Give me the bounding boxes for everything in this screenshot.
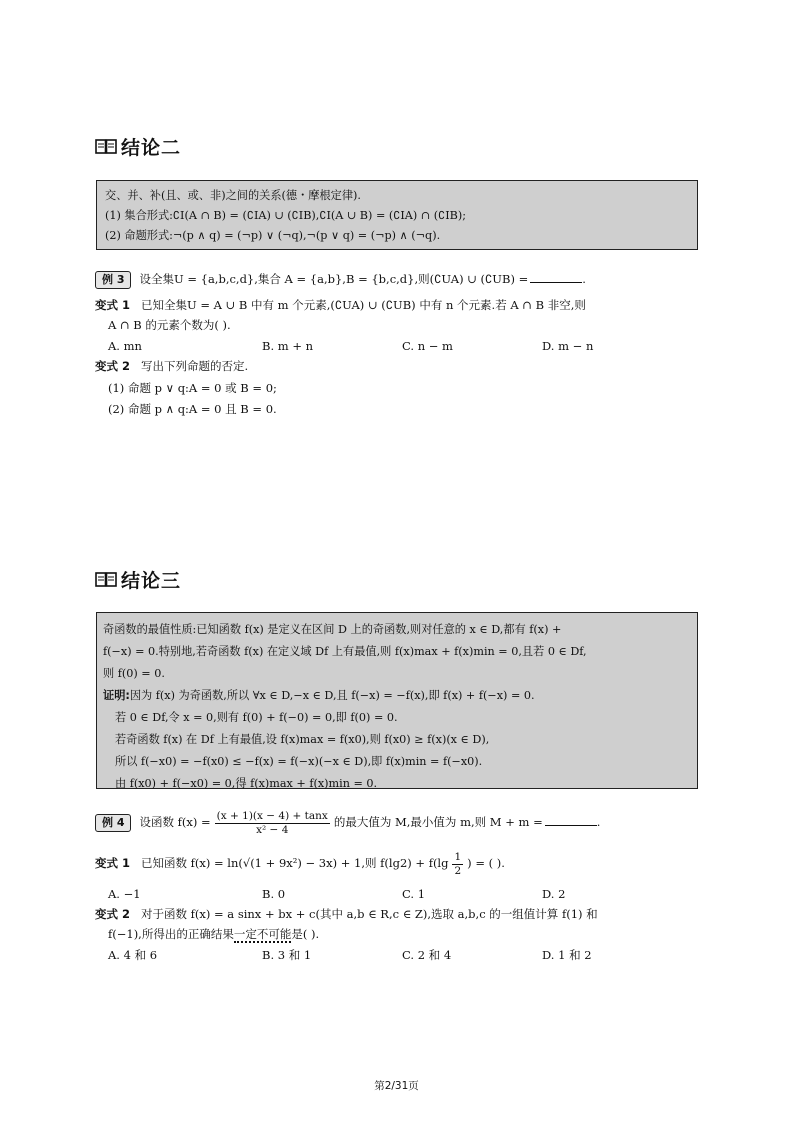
example-label: 例 4 — [95, 814, 131, 832]
proof-line: 所以 f(−x0) = −f(x0) ≤ −f(x) = f(−x)(−x ∈ D),即 f(x)min = f(−x0). — [115, 755, 483, 768]
variant-1 — [95, 848, 505, 878]
fraction — [215, 810, 330, 837]
option: B. 0 — [262, 887, 286, 901]
proof-line: 由 f(x0) + f(−x0) = 0,得 f(x)max + f(x)min = 0. — [115, 777, 378, 790]
variant-text: f(−1),所得出的正确结果 — [108, 927, 234, 941]
variant-2 — [95, 906, 598, 922]
punct: . — [582, 272, 586, 286]
option: B. m + n — [262, 339, 314, 353]
section-heading-2 — [95, 133, 181, 160]
example-3 — [95, 271, 586, 289]
example-label: 例 3 — [95, 271, 131, 289]
variant-label: 变式 2 — [95, 907, 131, 921]
variant-label: 变式 1 — [95, 856, 131, 870]
variant-1 — [95, 297, 586, 313]
numerator: 1 — [454, 850, 462, 863]
variant-1-cont: A ∩ B 的元素个数为( ). — [108, 318, 231, 332]
example-text: 设函数 f(x) = — [139, 815, 211, 829]
option: C. 1 — [402, 887, 426, 901]
box-line: (2) 命题形式:¬(p ∧ q) = (¬p) ∨ (¬q),¬(p ∨ q) = (¬p) ∧ (¬q). — [105, 229, 441, 242]
variant-text: ) = ( ). — [467, 856, 505, 870]
proof-text: 因为 f(x) 为奇函数,所以 ∀x ∈ D,−x ∈ D,且 f(−x) = −f(x),即 f(x) + f(−x) = 0. — [129, 689, 535, 702]
variant-text: 已知全集U = A ∪ B 中有 m 个元素,(∁UA) ∪ (∁UB) 中有 n 个元素.若 A ∩ B 非空,则 — [140, 298, 586, 312]
punct: . — [596, 815, 601, 829]
box-line: 交、并、补(且、或、非)之间的关系(德・摩根定律). — [105, 189, 361, 202]
answer-blank[interactable] — [545, 814, 597, 826]
answer-blank[interactable] — [530, 271, 582, 283]
option: D. m − n — [542, 339, 594, 353]
proof-line: 若奇函数 f(x) 在 Df 上有最值,设 f(x)max = f(x0),则 f(x0) ≥ f(x)(x ∈ D), — [115, 733, 490, 746]
example-4 — [95, 807, 600, 837]
option: D. 1 和 2 — [542, 948, 592, 962]
variant-text: 已知函数 f(x) = ln(√(1 + 9x²) − 3x) + 1,则 f(lg2) + f(lg — [140, 856, 449, 870]
page-number: 第2/31页 — [374, 1080, 419, 1092]
open-book-icon — [95, 139, 117, 155]
conclusion-box-3 — [96, 612, 698, 789]
variant-label: 变式 1 — [95, 298, 131, 312]
option: D. 2 — [542, 887, 566, 901]
heading-text: 结论三 — [121, 570, 182, 592]
box-line: 则 f(0) = 0. — [103, 667, 165, 680]
list-item: (1) 命题 p ∨ q:A = 0 或 B = 0; — [108, 381, 277, 395]
conclusion-box-2 — [96, 180, 698, 250]
section-heading-3 — [95, 566, 181, 593]
numerator: (x + 1)(x − 4) + tanx — [216, 809, 328, 822]
option: A. 4 和 6 — [108, 948, 158, 962]
example-text: 设全集U = {a,b,c,d},集合 A = {a,b},B = {b,c,d},则(∁UA) ∪ (∁UB) = — [139, 272, 529, 286]
variant-label: 变式 2 — [95, 359, 131, 373]
emphasis-text: 一定不可能 — [233, 927, 292, 941]
heading-text: 结论二 — [121, 137, 182, 159]
list-item: (2) 命题 p ∧ q:A = 0 且 B = 0. — [108, 402, 277, 416]
option: A. mn — [108, 339, 142, 353]
example-text: 的最大值为 M,最小值为 m,则 M + m = — [333, 815, 543, 829]
proof-label: 证明: — [103, 689, 130, 702]
proof-first-line — [103, 685, 691, 707]
denominator: x² − 4 — [256, 823, 289, 836]
option: C. 2 和 4 — [402, 948, 452, 962]
open-book-icon — [95, 572, 117, 588]
variant-text: 是( ). — [291, 927, 320, 941]
box-line: 奇函数的最值性质:已知函数 f(x) 是定义在区间 D 上的奇函数,则对任意的 x ∈ D,都有 f(x) + — [103, 623, 562, 636]
option: C. n − m — [402, 339, 453, 353]
denominator: 2 — [454, 864, 462, 877]
fraction — [452, 851, 463, 878]
box-line: (1) 集合形式:∁I(A ∩ B) = (∁IA) ∪ (∁IB),∁I(A ∪ B) = (∁IA) ∩ (∁IB); — [105, 209, 466, 222]
variant-text: 对于函数 f(x) = a sinx + bx + c(其中 a,b ∈ R,c ∈ Z),选取 a,b,c 的一组值计算 f(1) 和 — [140, 907, 598, 921]
proof-line: 若 0 ∈ Df,令 x = 0,则有 f(0) + f(−0) = 0,即 f(0) = 0. — [115, 711, 398, 724]
variant-2-cont — [108, 926, 319, 942]
box-line: f(−x) = 0.特别地,若奇函数 f(x) 在定义域 Df 上有最值,则 f(x)max + f(x)min = 0,且若 0 ∈ Df, — [103, 645, 587, 658]
variant-text: 写出下列命题的否定. — [140, 359, 249, 373]
variant-2 — [95, 358, 248, 374]
option: A. −1 — [108, 887, 141, 901]
option: B. 3 和 1 — [262, 948, 312, 962]
